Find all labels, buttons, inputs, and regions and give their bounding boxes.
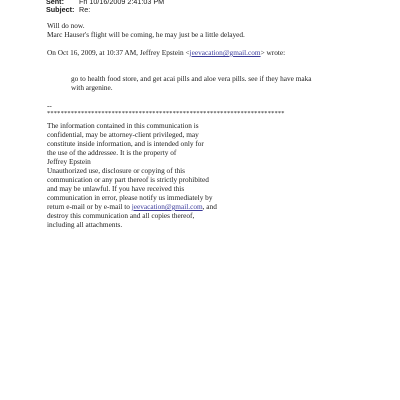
quoted-line-1: go to health food store, and get acai pills and aloe vera pills. see if they have maka — [71, 74, 312, 83]
quote-email-link[interactable]: jeevacation@gmail.com — [189, 48, 261, 57]
disclaimer-line-6: Unauthorized use, disclosure or copying of this — [47, 166, 186, 175]
disclaimer-line-10 — [47, 202, 217, 211]
subject-label: Subject: — [46, 5, 75, 14]
disclaimer-line-1: The information contained in this communication is — [47, 121, 199, 130]
disclaimer-line-11: destroy this communication and all copies thereof, — [47, 211, 195, 220]
reply-line-2: Marc Hauser's flight will be coming, he may just be a little delayed. — [47, 30, 245, 39]
disclaimer-line-7: communication or any part thereof is strictly prohibited — [47, 175, 209, 184]
disclaimer-email-link[interactable]: jeevacation@gmail.com — [131, 202, 203, 211]
quote-intro — [47, 48, 285, 57]
subject-value: Re: — [79, 5, 91, 14]
separator-line: ********************************************************************** — [47, 110, 285, 117]
disclaimer-line-10-post: , and — [202, 202, 217, 211]
disclaimer-line-12: including all attachments. — [47, 220, 123, 229]
disclaimer-line-8: and may be unlawful. If you have received this — [47, 184, 185, 193]
signature-dash: -- — [47, 101, 52, 110]
quote-intro-post: > wrote: — [260, 48, 286, 57]
sent-label: Sent: — [46, 0, 64, 6]
sent-value: Fri 10/16/2009 2:41:03 PM — [79, 0, 165, 6]
disclaimer-line-4: the use of the addressee. It is the property of — [47, 148, 177, 157]
reply-line-1: Will do now. — [47, 21, 85, 30]
quoted-line-2: with argenine. — [71, 83, 113, 92]
disclaimer-line-5: Jeffrey Epstein — [47, 157, 91, 166]
disclaimer-line-9: communication in error, please notify us immediately by — [47, 193, 213, 202]
disclaimer-line-2: confidential, may be attorney-client privileged, may — [47, 130, 199, 139]
disclaimer-line-3: constitute inside information, and is intended only for — [47, 139, 204, 148]
quote-intro-pre: On Oct 16, 2009, at 10:37 AM, Jeffrey Epstein < — [47, 48, 190, 57]
disclaimer-line-10-pre: return e-mail or by e-mail to — [47, 202, 132, 211]
